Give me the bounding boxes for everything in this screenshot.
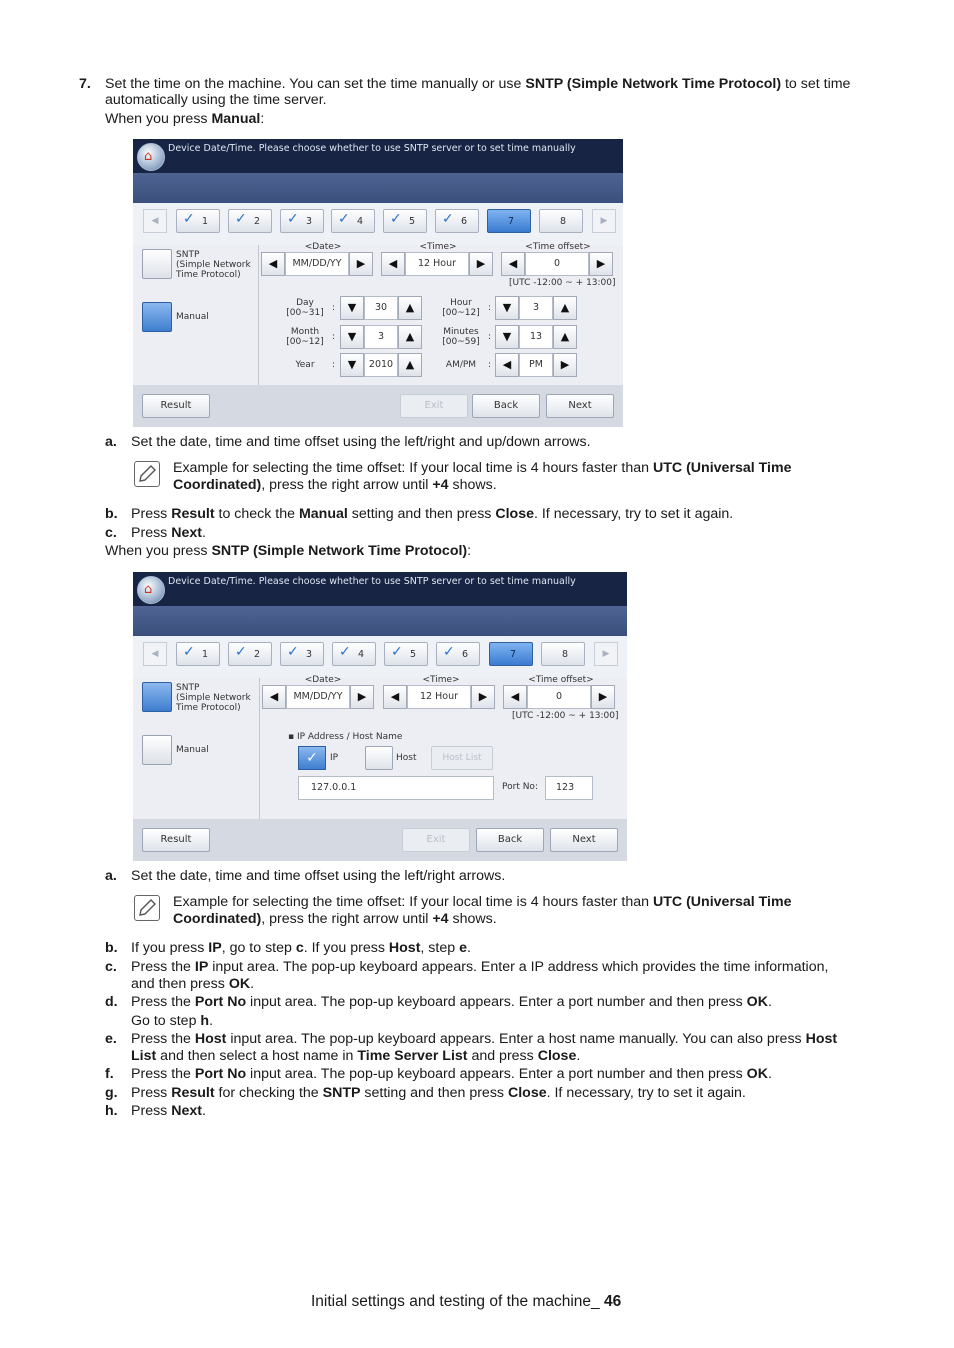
up-arrow-icon[interactable]: ▲ bbox=[553, 325, 577, 349]
host-list-button[interactable]: Host List bbox=[431, 746, 493, 770]
tab-8[interactable]: 8 bbox=[541, 642, 585, 666]
time-header: <Time> bbox=[422, 675, 460, 685]
left-arrow-icon[interactable]: ◀ bbox=[501, 252, 525, 276]
note-line2: Coordinated), press the right arrow until +4 shows. bbox=[173, 477, 497, 493]
header-text: Device Date/Time. Please choose whether to use SNTP server or to set time manually bbox=[168, 576, 576, 587]
down-arrow-icon[interactable]: ▼ bbox=[340, 296, 364, 320]
sub-text-g: Press Result for checking the SNTP setting and then press Close. If necessary, try to set it again. bbox=[131, 1085, 746, 1101]
tab-6[interactable]: ✓ 6 bbox=[435, 209, 479, 233]
title-bar bbox=[133, 173, 623, 203]
tab-6[interactable]: ✓ 6 bbox=[436, 642, 480, 666]
note-pencil-icon bbox=[134, 461, 160, 487]
time-header: <Time> bbox=[419, 242, 457, 252]
checkmark-icon: ✓ bbox=[391, 644, 403, 660]
tab-3[interactable]: ✓ 3 bbox=[280, 642, 324, 666]
sub-label-b: b. bbox=[105, 506, 118, 522]
time-offset-value: 0 bbox=[527, 685, 591, 709]
tab-4[interactable]: ✓ 4 bbox=[331, 209, 375, 233]
sub-text-c: Press Next. bbox=[131, 525, 206, 541]
checkmark-icon: ✓ bbox=[183, 644, 195, 660]
next-button[interactable]: Next bbox=[550, 828, 618, 852]
down-arrow-icon[interactable]: ▼ bbox=[340, 325, 364, 349]
left-arrow-icon[interactable]: ◀ bbox=[495, 353, 519, 377]
tab-next-button[interactable]: ▶ bbox=[592, 209, 616, 233]
checkmark-icon: ✓ bbox=[287, 644, 299, 660]
sub-label-e: e. bbox=[105, 1031, 117, 1047]
ip-checkbox[interactable]: ✓ bbox=[298, 746, 326, 770]
host-label: Host bbox=[396, 753, 417, 763]
divider bbox=[259, 678, 260, 819]
right-arrow-icon[interactable]: ▶ bbox=[350, 685, 374, 709]
screen-header bbox=[133, 139, 623, 173]
right-arrow-icon[interactable]: ▶ bbox=[349, 252, 373, 276]
checkmark-icon: ✓ bbox=[235, 211, 247, 227]
sub-label-g: g. bbox=[105, 1085, 118, 1101]
tab-7[interactable]: 7 bbox=[487, 209, 531, 233]
date-header: <Date> bbox=[304, 242, 342, 252]
back-button[interactable]: Back bbox=[472, 394, 540, 418]
time-offset-value: 0 bbox=[525, 252, 589, 276]
step-text-line2: automatically using the time server. bbox=[105, 92, 327, 108]
right-arrow-icon[interactable]: ▶ bbox=[471, 685, 495, 709]
year-label: Year bbox=[295, 360, 315, 370]
colon: : bbox=[332, 303, 336, 313]
minutes-value[interactable]: 13 bbox=[519, 325, 553, 349]
home-icon[interactable]: ⌂ bbox=[137, 576, 165, 604]
down-arrow-icon[interactable]: ▼ bbox=[495, 296, 519, 320]
result-button[interactable]: Result bbox=[142, 828, 210, 852]
sntp-label: SNTP (Simple Network Time Protocol) bbox=[176, 250, 251, 280]
utc-range: [UTC -12:00 ~ + 13:00] bbox=[509, 278, 616, 288]
port-label: Port No: bbox=[502, 782, 538, 792]
note-line2: Coordinated), press the right arrow until +4 shows. bbox=[173, 911, 497, 927]
colon: : bbox=[332, 332, 336, 342]
sub-text-h: Press Next. bbox=[131, 1103, 206, 1119]
down-arrow-icon[interactable]: ▼ bbox=[340, 353, 364, 377]
tab-next-button[interactable]: ▶ bbox=[594, 642, 618, 666]
up-arrow-icon[interactable]: ▲ bbox=[398, 296, 422, 320]
minutes-label: Minutes [00~59] bbox=[442, 327, 480, 347]
header-text: Device Date/Time. Please choose whether to use SNTP server or to set time manually bbox=[168, 143, 576, 154]
checkmark-icon: ✓ bbox=[235, 644, 247, 660]
left-arrow-icon[interactable]: ◀ bbox=[503, 685, 527, 709]
sntp-option-button[interactable] bbox=[142, 682, 172, 712]
manual-intro: When you press Manual: bbox=[105, 111, 265, 127]
manual-option-button[interactable] bbox=[142, 302, 172, 332]
tab-1[interactable]: ✓ 1 bbox=[176, 642, 220, 666]
tab-4[interactable]: ✓ 4 bbox=[332, 642, 376, 666]
note-pencil-icon bbox=[134, 895, 160, 921]
port-input[interactable]: 123 bbox=[545, 776, 593, 800]
ampm-value[interactable]: PM bbox=[519, 353, 553, 377]
divider bbox=[258, 245, 259, 385]
tab-8[interactable]: 8 bbox=[539, 209, 583, 233]
sub-label-a: a. bbox=[105, 434, 117, 450]
exit-button[interactable]: Exit bbox=[400, 394, 468, 418]
ip-address-input[interactable]: 127.0.0.1 bbox=[298, 776, 494, 800]
home-icon[interactable]: ⌂ bbox=[137, 143, 165, 171]
sub-label-c: c. bbox=[105, 525, 117, 541]
sub-text-b: If you press IP, go to step c. If you press Host, step e. bbox=[131, 940, 471, 956]
colon: : bbox=[488, 303, 492, 313]
year-value[interactable]: 2010 bbox=[364, 353, 398, 377]
right-arrow-icon[interactable]: ▶ bbox=[591, 685, 615, 709]
hour-label: Hour [00~12] bbox=[442, 298, 480, 318]
checkmark-icon: ✓ bbox=[443, 644, 455, 660]
host-checkbox[interactable] bbox=[365, 746, 393, 770]
tab-5[interactable]: ✓ 5 bbox=[384, 642, 428, 666]
sub-text-c: Press the IP input area. The pop-up keyboard appears. Enter a IP address which provides the time information, bbox=[131, 959, 829, 975]
right-arrow-icon[interactable]: ▶ bbox=[553, 353, 577, 377]
right-arrow-icon[interactable]: ▶ bbox=[469, 252, 493, 276]
sub-text-e: Press the Host input area. The pop-up keyboard appears. Enter a host name manually. You can also press Host bbox=[131, 1031, 838, 1047]
sntp-option-button[interactable] bbox=[142, 249, 172, 279]
manual-option-button[interactable] bbox=[142, 735, 172, 765]
time-format-value: 12 Hour bbox=[407, 685, 471, 709]
back-button[interactable]: Back bbox=[476, 828, 544, 852]
manual-label: Manual bbox=[176, 312, 209, 322]
sub-text-a: Set the date, time and time offset using the left/right and up/down arrows. bbox=[131, 434, 591, 450]
sub-label-f: f. bbox=[105, 1066, 114, 1082]
tab-2[interactable]: ✓ 2 bbox=[228, 209, 272, 233]
result-button[interactable]: Result bbox=[142, 394, 210, 418]
date-format-value: MM/DD/YY bbox=[285, 252, 349, 276]
tab-1[interactable]: ✓ 1 bbox=[176, 209, 220, 233]
screen-header bbox=[133, 572, 627, 606]
day-label: Day [00~31] bbox=[286, 298, 324, 318]
month-label: Month [00~12] bbox=[286, 327, 324, 347]
checkmark-icon: ✓ bbox=[338, 211, 350, 227]
date-format-value: MM/DD/YY bbox=[286, 685, 350, 709]
colon: : bbox=[488, 360, 492, 370]
sub-label-c: c. bbox=[105, 959, 117, 975]
sub-text-a: Set the date, time and time offset using the left/right arrows. bbox=[131, 868, 506, 884]
up-arrow-icon[interactable]: ▲ bbox=[398, 353, 422, 377]
sub-text-c2: and then press OK. bbox=[131, 976, 255, 992]
exit-button[interactable]: Exit bbox=[402, 828, 470, 852]
month-value[interactable]: 3 bbox=[364, 325, 398, 349]
tab-2[interactable]: ✓ 2 bbox=[228, 642, 272, 666]
sntp-intro: When you press SNTP (Simple Network Time Protocol): bbox=[105, 543, 472, 559]
date-header: <Date> bbox=[304, 675, 342, 685]
ip-label: IP bbox=[330, 753, 339, 763]
utc-range: [UTC -12:00 ~ + 13:00] bbox=[512, 711, 619, 721]
right-arrow-icon[interactable]: ▶ bbox=[589, 252, 613, 276]
note-line1: Example for selecting the time offset: If your local time is 4 hours faster than UTC (Universal Time bbox=[173, 894, 792, 910]
ampm-label: AM/PM bbox=[445, 360, 477, 370]
sub-label-h: h. bbox=[105, 1103, 118, 1119]
sub-text-e2: List and then select a host name in Time Server List and press Close. bbox=[131, 1048, 581, 1064]
sntp-label: SNTP (Simple Network Time Protocol) bbox=[176, 683, 251, 713]
down-arrow-icon[interactable]: ▼ bbox=[495, 325, 519, 349]
up-arrow-icon[interactable]: ▲ bbox=[398, 325, 422, 349]
hour-value[interactable]: 3 bbox=[519, 296, 553, 320]
left-arrow-icon[interactable]: ◀ bbox=[261, 252, 285, 276]
left-arrow-icon[interactable]: ◀ bbox=[381, 252, 405, 276]
sub-text-d: Press the Port No input area. The pop-up keyboard appears. Enter a port number and then press OK. bbox=[131, 994, 772, 1010]
sub-text-d2: Go to step h. bbox=[131, 1013, 214, 1029]
colon: : bbox=[332, 360, 336, 370]
left-arrow-icon[interactable]: ◀ bbox=[262, 685, 286, 709]
up-arrow-icon[interactable]: ▲ bbox=[553, 296, 577, 320]
checkmark-icon: ✓ bbox=[390, 211, 402, 227]
offset-header: <Time offset> bbox=[528, 675, 594, 685]
note-line1: Example for selecting the time offset: If your local time is 4 hours faster than UTC (Universal Time bbox=[173, 460, 792, 476]
page-footer: Initial settings and testing of the machine_ 46 bbox=[311, 1293, 622, 1310]
next-button[interactable]: Next bbox=[546, 394, 614, 418]
checkmark-icon: ✓ bbox=[339, 644, 351, 660]
sub-text-f: Press the Port No input area. The pop-up keyboard appears. Enter a port number and then press OK. bbox=[131, 1066, 772, 1082]
time-format-value: 12 Hour bbox=[405, 252, 469, 276]
tab-7[interactable]: 7 bbox=[489, 642, 533, 666]
checkmark-icon: ✓ bbox=[287, 211, 299, 227]
offset-header: <Time offset> bbox=[525, 242, 591, 252]
step-number: 7. bbox=[79, 76, 91, 92]
day-value[interactable]: 30 bbox=[364, 296, 398, 320]
tab-prev-button[interactable]: ◀ bbox=[143, 642, 167, 666]
left-arrow-icon[interactable]: ◀ bbox=[383, 685, 407, 709]
sub-label-a: a. bbox=[105, 868, 117, 884]
sub-label-d: d. bbox=[105, 994, 118, 1010]
checkmark-icon: ✓ bbox=[183, 211, 195, 227]
sub-text-b: Press Result to check the Manual setting and then press Close. If necessary, try to set it again. bbox=[131, 506, 734, 522]
ip-host-label: ▪ IP Address / Host Name bbox=[288, 732, 403, 742]
sub-label-b: b. bbox=[105, 940, 118, 956]
colon: : bbox=[488, 332, 492, 342]
title-bar bbox=[133, 606, 627, 636]
manual-label: Manual bbox=[176, 745, 209, 755]
step-text-line1: Set the time on the machine. You can set the time manually or use SNTP (Simple Network Time Protocol) to set time bbox=[105, 76, 851, 92]
tab-prev-button[interactable]: ◀ bbox=[143, 209, 167, 233]
device-screen-sntp bbox=[133, 572, 627, 861]
tab-5[interactable]: ✓ 5 bbox=[383, 209, 427, 233]
device-screen-manual bbox=[133, 139, 623, 427]
checkmark-icon: ✓ bbox=[442, 211, 454, 227]
tab-3[interactable]: ✓ 3 bbox=[280, 209, 324, 233]
